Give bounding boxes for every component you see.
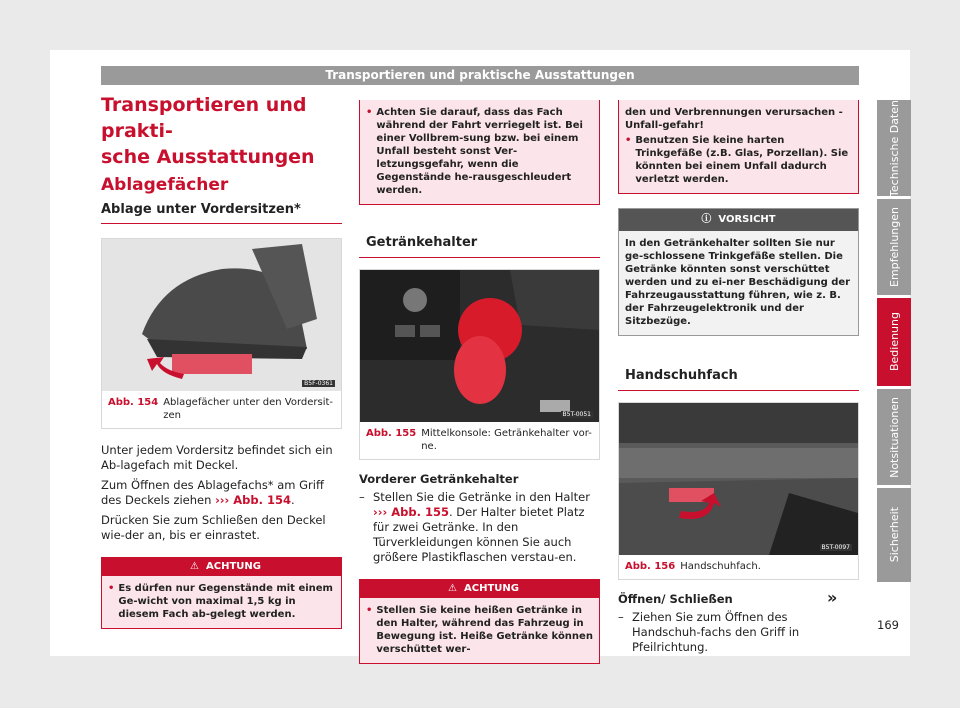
chapter-title: Transportieren und prakti- sche Ausstattungen	[101, 94, 315, 168]
figure-link[interactable]: ››› Abb. 155	[373, 505, 449, 519]
tab-notsituationen[interactable]: Notsituationen	[877, 389, 911, 485]
figure-154	[101, 238, 342, 429]
figure-link[interactable]: ››› Abb. 154	[215, 493, 292, 507]
figure-caption: Abb. 156 Handschuhfach.	[625, 561, 761, 572]
caution-header: ⓘ VORSICHT	[619, 209, 858, 231]
subheading-oeffnen-schliessen: Öffnen/ Schließen	[618, 592, 733, 606]
warning-triangle-icon: ⚠	[448, 583, 457, 594]
section-title-handschuhfach: Handschuhfach	[618, 368, 859, 391]
instruction-item: – Stellen Sie die Getränke in den Halter ››› Abb. 155. Der Halter bietet Platz für zwei Getränke. In den Türverkleidungen können Sie auch größere Plastikflaschen verstau-en.	[359, 490, 590, 564]
warning-bullet: • Stellen Sie keine heißen Getränke in den Halter, während das Fahrzeug in Bewegung ist. Heiße Getränke können verschüttet wer-	[366, 605, 593, 655]
figure-caption: Abb. 155 Mittelkonsole: Getränkehalter vor-ne.	[366, 428, 592, 452]
warning-bullet: • Achten Sie darauf, dass das Fach während der Fahrt verriegelt ist. Bei einer Vollbrem-sung bzw. bei einem Unfall besteht sonst Ver-letzungsgefahr, wenn die Gegenstände he-rausgeschleudert werden.	[366, 107, 583, 196]
figure-code: B5T-0051	[562, 411, 591, 418]
page-number: 169	[877, 618, 899, 632]
glovebox-image	[619, 403, 858, 555]
section-title-ablagefaecher: Ablagefächer	[101, 175, 229, 195]
paragraph: Unter jedem Vordersitz befindet sich ein Ab-lagefach mit Deckel.	[101, 443, 333, 472]
subheading-vorderer-getraenkehalter: Vorderer Getränkehalter	[359, 472, 519, 486]
warning-triangle-icon: ⚠	[190, 561, 199, 572]
paragraph: Drücken Sie zum Schließen den Deckel wie-der an, bis er einrastet.	[101, 513, 326, 542]
paragraph: Zum Öffnen des Ablagefachs* am Griff des Deckels ziehen ››› Abb. 154.	[101, 478, 324, 507]
cupholder-image	[360, 270, 599, 422]
figure-caption: Abb. 154 Ablagefächer unter den Vordersit-zen	[108, 397, 334, 421]
instruction-item: – Ziehen Sie zum Öffnen des Handschuh-fachs den Griff in Pfeilrichtung.	[618, 610, 800, 654]
page-header: Transportieren und praktische Ausstattungen	[101, 66, 859, 85]
column-1	[101, 92, 342, 629]
warning-box	[101, 557, 342, 629]
figure-156	[618, 402, 859, 580]
figure-155	[359, 269, 600, 460]
warning-text: den und Verbrennungen verursachen - Unfall-gefahr!	[625, 107, 843, 131]
subsection-title: Ablage unter Vordersitzen*	[101, 202, 342, 224]
figure-code: B5F-0361	[304, 380, 333, 387]
warning-bullet: • Benutzen Sie keine harten Trinkgefäße (z.B. Glas, Porzellan). Sie könnten bei einem Unfall dadurch verletzt werden.	[625, 135, 849, 185]
tab-empfehlungen[interactable]: Empfehlungen	[877, 199, 911, 295]
warning-box-continued	[618, 100, 859, 194]
caution-box	[618, 208, 859, 336]
column-2	[359, 100, 600, 664]
caution-text: In den Getränkehalter sollten Sie nur ge-schlossene Trinkgefäße stellen. Die Getränke könnten sonst verschüttet werden und zu ei-ner Beschädigung der Fahrzeugausstattung führen, wie z. B. der Fahrzeugelektronik und der Sitzbezüge.	[625, 238, 851, 327]
warning-header: ⚠ ACHTUNG	[360, 580, 599, 598]
figure-code: B5T-0097	[821, 544, 850, 551]
tab-technische-daten[interactable]: Technische Daten	[877, 100, 911, 196]
seat-drawer-image	[102, 239, 341, 391]
tab-sicherheit[interactable]: Sicherheit	[877, 488, 911, 582]
info-circle-icon: ⓘ	[701, 214, 712, 225]
continue-chevron-icon: »	[827, 588, 838, 607]
warning-bullet: • Es dürfen nur Gegenstände mit einem Ge-wicht von maximal 1,5 kg in diesem Fach ab-gelegt werden.	[108, 583, 333, 620]
warning-box	[359, 579, 600, 664]
warning-box-continued	[359, 100, 600, 205]
warning-header: ⚠ ACHTUNG	[102, 558, 341, 576]
tab-bedienung[interactable]: Bedienung	[877, 298, 911, 386]
column-3	[618, 100, 859, 655]
section-title-getraenkehalter: Getränkehalter	[359, 235, 600, 258]
